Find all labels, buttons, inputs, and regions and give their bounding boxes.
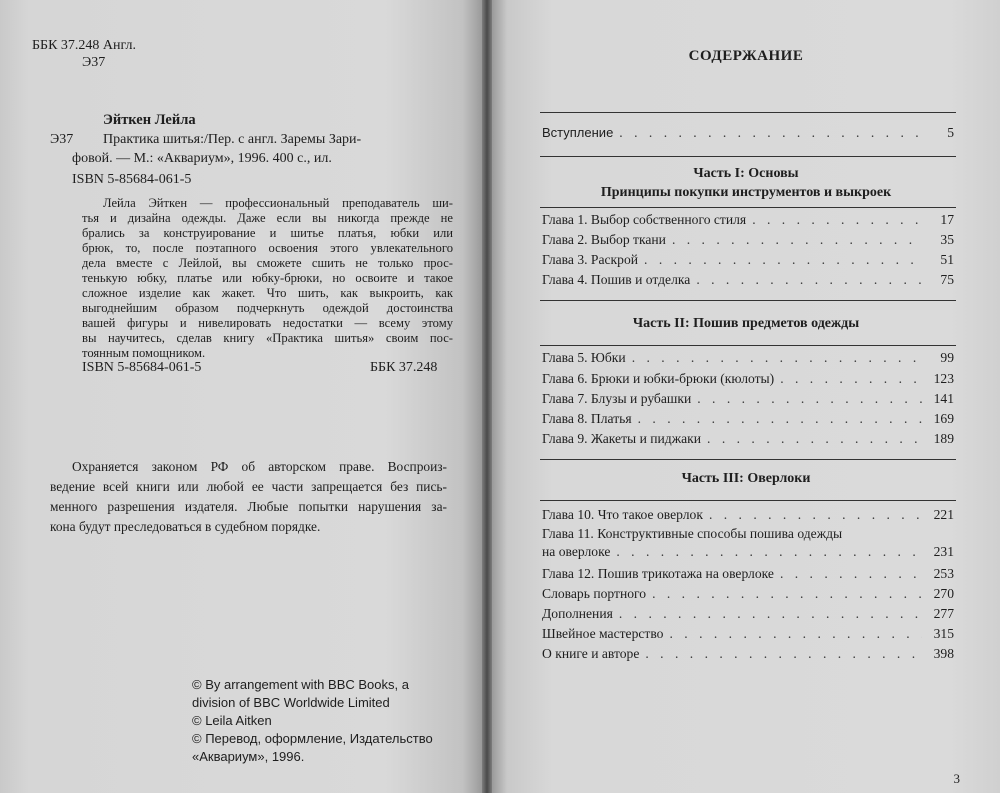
credit-line: «Аквариум», 1996. xyxy=(192,749,305,764)
part-1-subheading: Принципы покупки инструментов и выкроек xyxy=(600,185,892,200)
toc-entry-label: Глава 3. Раскрой xyxy=(542,252,639,267)
toc-leader xyxy=(644,252,922,268)
toc-leader xyxy=(632,350,922,366)
toc-leader xyxy=(638,411,922,427)
toc-leader xyxy=(669,626,922,642)
toc-entry-intro xyxy=(542,125,954,145)
toc-entry-label: Глава 2. Выбор ткани xyxy=(542,232,666,247)
toc-leader xyxy=(780,566,922,582)
annotation-line: брались за конструирование и шитье платья, юбки или xyxy=(82,226,453,240)
toc-entry-page: 51 xyxy=(940,252,954,267)
toc-entry xyxy=(542,586,954,606)
toc-entry xyxy=(542,646,954,666)
toc-entry xyxy=(542,350,954,370)
part-3-heading: Часть III: Оверлоки xyxy=(681,471,811,486)
divider xyxy=(540,207,956,208)
toc-entry-page: 253 xyxy=(933,566,954,581)
biblio-line-2: фовой. — М.: «Аквариум», 1996. 400 с., ил. xyxy=(72,151,332,166)
book-gutter xyxy=(482,0,492,793)
divider xyxy=(540,500,956,501)
toc-leader xyxy=(709,507,922,523)
toc-entry-label: Глава 12. Пошив трикотажа на оверлоке xyxy=(542,566,774,581)
toc-entry-page: 5 xyxy=(947,125,954,140)
isbn-bottom: ISBN 5-85684-061-5 xyxy=(82,360,202,375)
divider xyxy=(540,345,956,346)
toc-entry-label: Швейное мастерство xyxy=(542,626,664,641)
annotation-line: брюк, то, после поэтапного освоения этого увлекательного xyxy=(82,241,453,255)
toc-entry-label: Глава 5. Юбки xyxy=(542,350,626,365)
annotation-line: вашей фигуры и нивелировать недостатки — всему этому xyxy=(82,316,453,330)
toc-entry xyxy=(542,391,954,411)
annotation-line: вы научитесь, сделав книгу «Практика шитья» своим пос- xyxy=(82,331,453,345)
toc-entry xyxy=(542,507,954,527)
annotation-line: Лейла Эйткен — профессиональный преподаватель ши- xyxy=(103,196,453,210)
toc-entry-page: 35 xyxy=(940,232,954,247)
annotation-line: тенькую юбку, платье или юбку-брюки, но освоите и такое xyxy=(82,271,453,285)
bbk-index-top: ББК 37.248 Англ. xyxy=(32,38,137,53)
toc-entry-label: Глава 1. Выбор собственного стиля xyxy=(542,212,747,227)
divider xyxy=(540,459,956,460)
right-page xyxy=(492,0,1000,793)
toc-entry-label: на оверлоке xyxy=(542,544,611,559)
toc-leader xyxy=(619,125,922,141)
annotation-line: тья и дизайна одежды. Даже если вы никогда прежде не xyxy=(82,211,453,225)
toc-entry-label: Глава 7. Блузы и рубашки xyxy=(542,391,692,406)
bbk-index-bottom: ББК 37.248 xyxy=(370,360,438,375)
toc-entry-label: Дополнения xyxy=(542,606,613,621)
annotation-line: выгоднейшим образом подчеркнуть одеждой достоинства xyxy=(82,301,453,315)
toc-entry-page: 277 xyxy=(933,606,954,621)
annotation-line: дела вместе с Лейлой, вы сможете сшить не только прос- xyxy=(82,256,453,270)
divider xyxy=(540,112,956,113)
annotation-line: сложное изделие как жакет. Что шить, как выкроить, как xyxy=(82,286,453,300)
toc-entry-page: 99 xyxy=(940,350,954,365)
toc-entry xyxy=(542,232,954,252)
toc-entry-label: Словарь портного xyxy=(542,586,647,601)
toc-leader xyxy=(697,391,922,407)
toc-entry-page: 315 xyxy=(933,626,954,641)
toc-entry-label: Вступление xyxy=(542,125,614,140)
toc-leader xyxy=(752,212,922,228)
author-code-entry: Э37 xyxy=(50,132,74,147)
toc-entry-chapter-11-line-1: Глава 11. Конструктивные способы пошива одежды xyxy=(542,526,843,541)
isbn-entry: ISBN 5-85684-061-5 xyxy=(72,172,192,187)
toc-entry xyxy=(542,411,954,431)
credit-line: © Leila Aitken xyxy=(192,713,272,728)
toc-entry-label: Глава 4. Пошив и отделка xyxy=(542,272,691,287)
page-number: 3 xyxy=(953,771,960,786)
toc-entry xyxy=(542,272,954,292)
toc-leader xyxy=(696,272,922,288)
toc-leader xyxy=(619,606,922,622)
toc-leader xyxy=(672,232,922,248)
toc-entry-page: 270 xyxy=(933,586,954,601)
toc-leader xyxy=(707,431,922,447)
copyright-law-line: ведение всей книги или любой ее части запрещается без пись- xyxy=(50,479,447,494)
toc-entry-page: 231 xyxy=(933,544,954,559)
toc-entry-label: Глава 9. Жакеты и пиджаки xyxy=(542,431,702,446)
author-name: Эйткен Лейла xyxy=(103,112,196,128)
toc-title: СОДЕРЖАНИЕ xyxy=(688,48,804,64)
toc-entry xyxy=(542,252,954,272)
toc-entry-label: Глава 8. Платья xyxy=(542,411,632,426)
author-code-top: Э37 xyxy=(82,55,106,70)
toc-leader xyxy=(780,371,922,387)
toc-entry-label: О книге и авторе xyxy=(542,646,640,661)
toc-entry-page: 221 xyxy=(933,507,954,522)
toc-entry-label: Глава 6. Брюки и юбки-брюки (кюлоты) xyxy=(542,371,775,386)
divider xyxy=(540,156,956,157)
toc-entry-page: 17 xyxy=(940,212,954,227)
copyright-law-line: Охраняется законом РФ об авторском праве. Воспроиз- xyxy=(72,459,447,474)
toc-entry-page: 189 xyxy=(933,431,954,446)
toc-entry xyxy=(542,544,954,564)
toc-entry-page: 123 xyxy=(933,371,954,386)
credit-line: division of BBC Worldwide Limited xyxy=(192,695,390,710)
toc-entry xyxy=(542,626,954,646)
toc-entry xyxy=(542,606,954,626)
toc-leader xyxy=(645,646,922,662)
toc-entry xyxy=(542,212,954,232)
part-2-heading: Часть II: Пошив предметов одежды xyxy=(632,316,860,331)
toc-entry xyxy=(542,371,954,391)
copyright-law-line: кона будут преследоваться в судебном порядке. xyxy=(50,519,321,534)
toc-entry-page: 169 xyxy=(933,411,954,426)
toc-entry xyxy=(542,431,954,451)
divider xyxy=(540,300,956,301)
biblio-line-1: Практика шитья:/Пер. с англ. Заремы Зари- xyxy=(103,132,362,147)
toc-entry-page: 398 xyxy=(933,646,954,661)
credit-line: © By arrangement with BBC Books, a xyxy=(192,677,409,692)
annotation-line: тоянным помощником. xyxy=(82,346,206,360)
toc-entry xyxy=(542,566,954,586)
toc-leader xyxy=(652,586,922,602)
toc-entry-label: Глава 10. Что такое оверлок xyxy=(542,507,703,522)
part-1-heading: Часть I: Основы xyxy=(693,166,799,181)
left-page xyxy=(0,0,482,793)
copyright-law-line: менного разрешения издателя. Любые попытки нарушения за- xyxy=(50,499,447,514)
toc-leader xyxy=(616,544,922,560)
credit-line: © Перевод, оформление, Издательство xyxy=(192,731,433,746)
toc-entry-page: 141 xyxy=(933,391,954,406)
toc-entry-page: 75 xyxy=(940,272,954,287)
